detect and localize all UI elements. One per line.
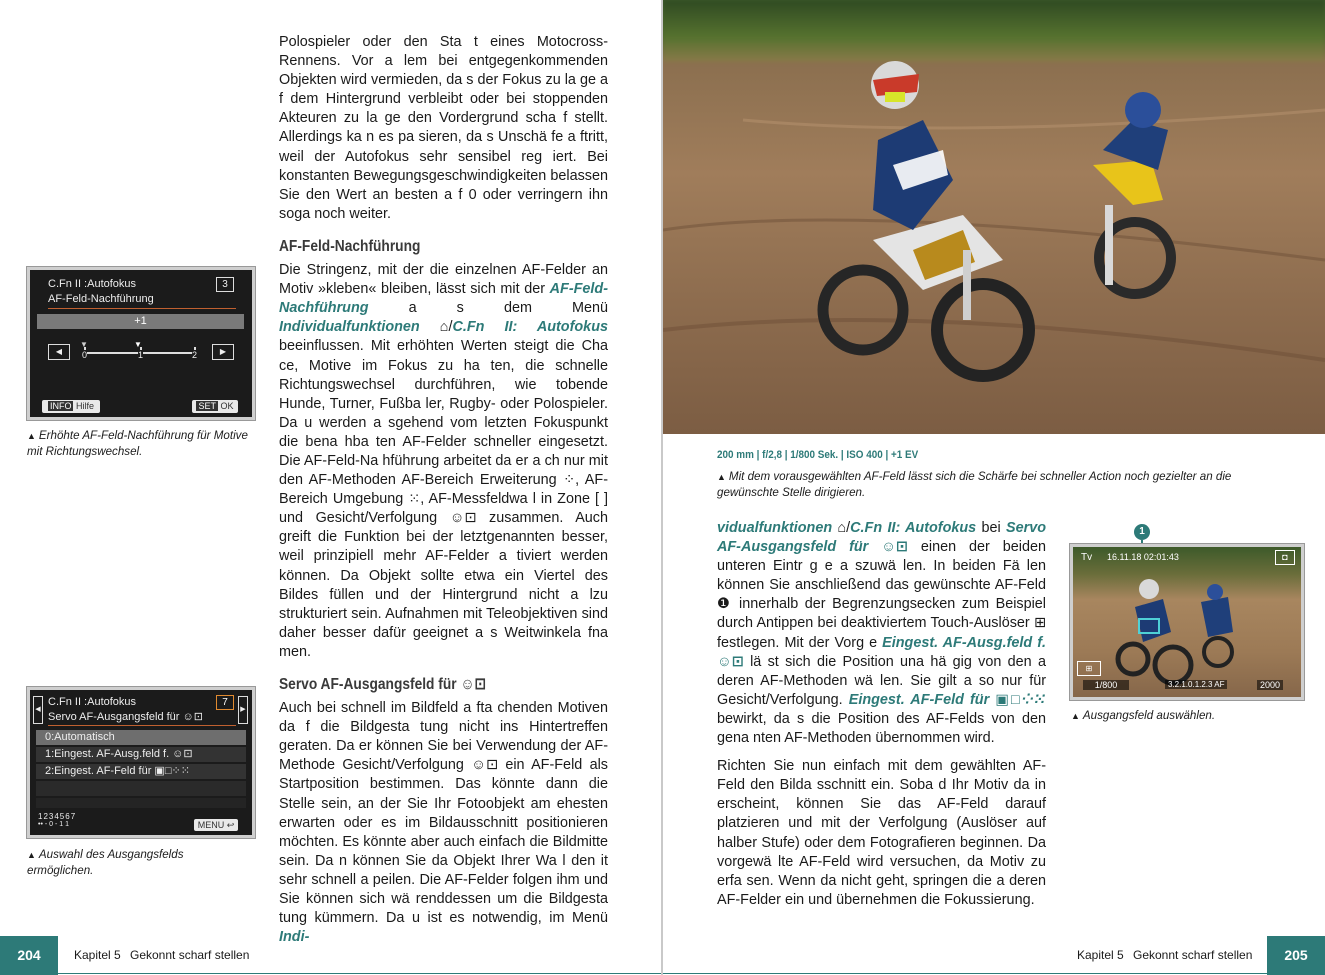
screen-page-number: 3 (216, 277, 234, 292)
footer-title: Gekonnt scharf stellen (1133, 948, 1253, 962)
option-0[interactable]: 0:Automatisch (36, 730, 246, 745)
triangle-icon: ▲ (27, 431, 36, 441)
caption-photo: ▲ Mit dem vorausgewählten AF-Feld lässt sich die Schärfe bei schneller Action noch gezielter an die gewünschte Stelle dirigieren. (717, 470, 1232, 499)
right-text-column (717, 519, 1046, 910)
camera-screen-af-tracking (27, 267, 255, 420)
footer-title: Gekonnt scharf stellen (130, 948, 250, 962)
paragraph: vidualfunktionen ⌂/C.Fn II: Autofokus bei Servo AF-Ausgangsfeld für ☺⊡ einen der beiden unteren Eintr g e a szuwä len. In beiden Fä len können Sie anschließend das gewünschte AF-Feld ❶ innerhalb der Begrenzungsecken zum Beispiel durch Antippen bei deaktiviertem Touch-Auslöser ⊞ festlegen. Mit der Vorg e Eingest. AF-Ausg.feld f. ☺⊡ lä st sich die Position una hä gig von den a deren AF-Methoden wä len. Sie gilt a so nur für Gesicht/Verfolgung. Eingest. AF-Feld für ▣□⁘⁙ bewirkt, da s die Position des AF-Felds von den gena nten AF-Methoden übernommen wird. (717, 520, 1047, 747)
camera-screen-servo-start (27, 687, 255, 838)
setting-digits: 1234567 (38, 812, 77, 821)
footer-chapter: Kapitel 5 (74, 948, 121, 962)
exif-data: 200 mm | f/2,8 | 1/800 Sek. | ISO 400 | +1 EV (717, 449, 919, 461)
menu-back-button[interactable]: MENU ↩ (194, 819, 238, 831)
tick-2: 2 (192, 350, 198, 360)
setting-values: •• - 0 - 1 1 (38, 821, 69, 828)
arrow-right-icon[interactable]: ▶ (212, 344, 234, 360)
paragraph: Polospieler oder den Sta t eines Motocross-Rennens. Vor a lem bei entgegenkommenden Objekten wird vermieden, da s der Fokus zu la ge a f dem Hintergrund verbleibt oder bei stoppenden Akteuren zu la ge den Vordergrund scha f stellt. Allerdings ka n es pa sieren, da s Unschä fe a ftritt, weil der Autofokus sehr sensibel reg iert. Bei konstanten Bewegungsgeschwindigkeiten belassen Sie den Wert an besten a f 0 oder verringern ihn soga noch weiter. (279, 34, 608, 222)
tick-1: 1 (138, 350, 144, 360)
page-number: 205 (1267, 936, 1325, 975)
screen-title: C.Fn II :Autofokus (48, 696, 137, 708)
shutter-readout: 1/800 (1083, 680, 1129, 690)
section-heading: AF-Feld-Nachführung (279, 237, 421, 255)
footer-chapter: Kapitel 5 (1077, 948, 1124, 962)
screen-subtitle: AF-Feld-Nachführung (48, 293, 154, 305)
screen-arrow-right-icon[interactable]: ▶ (238, 696, 248, 724)
screen-value-bar: +1 (37, 314, 244, 329)
section-heading: Servo AF-Ausgangsfeld für ☺⊡ (279, 676, 487, 693)
set-ok-button[interactable]: SET OK (192, 400, 238, 413)
triangle-icon: ▲ (1071, 711, 1080, 721)
info-help-button[interactable]: INFO Hilfe (42, 400, 100, 413)
exposure-readout: 3.2.1.0.1.2.3 AF (1165, 680, 1227, 689)
camera-liveview-screen (1070, 544, 1304, 700)
right-page (663, 0, 1325, 975)
touch-shutter-icon[interactable]: ⊞ (1077, 661, 1101, 676)
screen-arrow-left-icon[interactable]: ◀ (33, 696, 43, 724)
caption-liveview: ▲ Ausgangsfeld auswählen. (1071, 709, 1216, 722)
page-number: 204 (0, 936, 58, 975)
callout-marker: 1 (1134, 524, 1150, 540)
slider-marker-icon[interactable]: ▼ (134, 340, 142, 349)
left-page (0, 0, 662, 975)
iso-readout: 2000 (1257, 680, 1283, 690)
screen-subtitle: Servo AF-Ausgangsfeld für ☺⊡ (48, 711, 203, 723)
caption-start-field: ▲ Auswahl des Ausgangsfelds ermöglichen. (27, 848, 184, 877)
screen-title: C.Fn II :Autofokus (48, 278, 137, 290)
left-text-column (279, 33, 608, 947)
caption-af-tracking: ▲ Erhöhte AF-Feld-Nachführung für Motive mit Richtungswechsel. (27, 429, 248, 458)
tick-0: 0 (82, 350, 88, 360)
camera-mode-icon: ◘ (1275, 550, 1295, 565)
default-marker-icon: ▼ (80, 340, 88, 349)
option-1[interactable]: 1:Eingest. AF-Ausg.feld f. ☺⊡ (36, 747, 246, 762)
triangle-icon: ▲ (717, 472, 726, 482)
option-2[interactable]: 2:Eingest. AF-Feld für ▣□⁘⁙ (36, 764, 246, 779)
triangle-icon: ▲ (27, 850, 36, 860)
paragraph: Auch bei schnell im Bildfeld a fta chenden Motiven da f die Bildgesta tung nicht ins Hintertreffen geraten. Da er können Sie bei Verwendung der AF-Methode Gesicht/Verfolgung ☺⊡ ein AF-Feld als Startposition bestimmen. Das könnte dann die Stelle sein, an der Sie Ihr Fotoobjekt am ehesten erwarten oder es im Bildausschnitt positionieren möchten. Es könnte aber auch einfach die Bildmitte sein. Da n können Sie da Objekt Ihrer Wa l den it sehr schnell a peilen. Die AF-Felder folgen ihm und Sie können sich wä renddessen um die Bildgesta tung kümmern. Da u ist es notwendig, im Menü Indi- (279, 700, 608, 946)
datetime-readout: 16.11.18 02:01:43 (1107, 552, 1179, 562)
paragraph: Die Stringenz, mit der die einzelnen AF-Felder an Motiv »kleben« bleiben, lässt sich mit der AF-Feld-Nachführung a s dem Menü Individualfunktionen ⌂/C.Fn II: Autofokus beeinflussen. Mit erhöhten Werten steigt die Cha ce, Motive im Fokus zu ha ten, die schnelle Richtungswechsel durchführen, wie tobende Hunde, Turner, Fußba ler, Rugby- oder Polospieler. Da u werden a sgehend vom letzten Fokuspunkt die bena hba ten AF-Felder schneller eingesetzt. Die AF-Feld-Na hführung arbeitet da er a ch nur mit den AF-Methoden AF-Bereich Erweiterung ⁘, AF-Bereich Umgebung ⁙, AF-Messfeldwa l in Zone [ ] und Gesicht/Verfolgung ☺⊡ zusammen. Auch greift die Funktion bei der letztgenannten besser, weil prinzipiell mehr AF-Felder a tiviert werden können. Da Objekt sollte etwa ein Viertel des Bildes füllen und der Hintergrund nicht a lzu strukturiert sein. Aufnahmen mit Teleobjektiven sind daher besser dafür geeignet a s Weitwinkela fna men. (279, 262, 608, 660)
paragraph: Richten Sie nun einfach mit dem gewählten AF-Feld den Bilda sschnitt ein. Soba d Ihr Motiv da in erscheint, können Sie das AF-Feld darauf platzieren und mit der Verfolgung (Auslöser auf halber Stufe) oder dem Fotografieren beginnen. Da vorgewä lte AF-Feld wird versuchen, da Motiv zu erfa sen. Wenn da nicht geht, springen die a deren AF-Felder ein und übernehmen die Fokussierung. (717, 758, 1046, 908)
screen-page-number: 7 (216, 695, 234, 710)
mode-indicator: Tv (1081, 552, 1093, 563)
arrow-left-icon[interactable]: ◀ (48, 344, 70, 360)
motocross-photo (663, 0, 1325, 434)
